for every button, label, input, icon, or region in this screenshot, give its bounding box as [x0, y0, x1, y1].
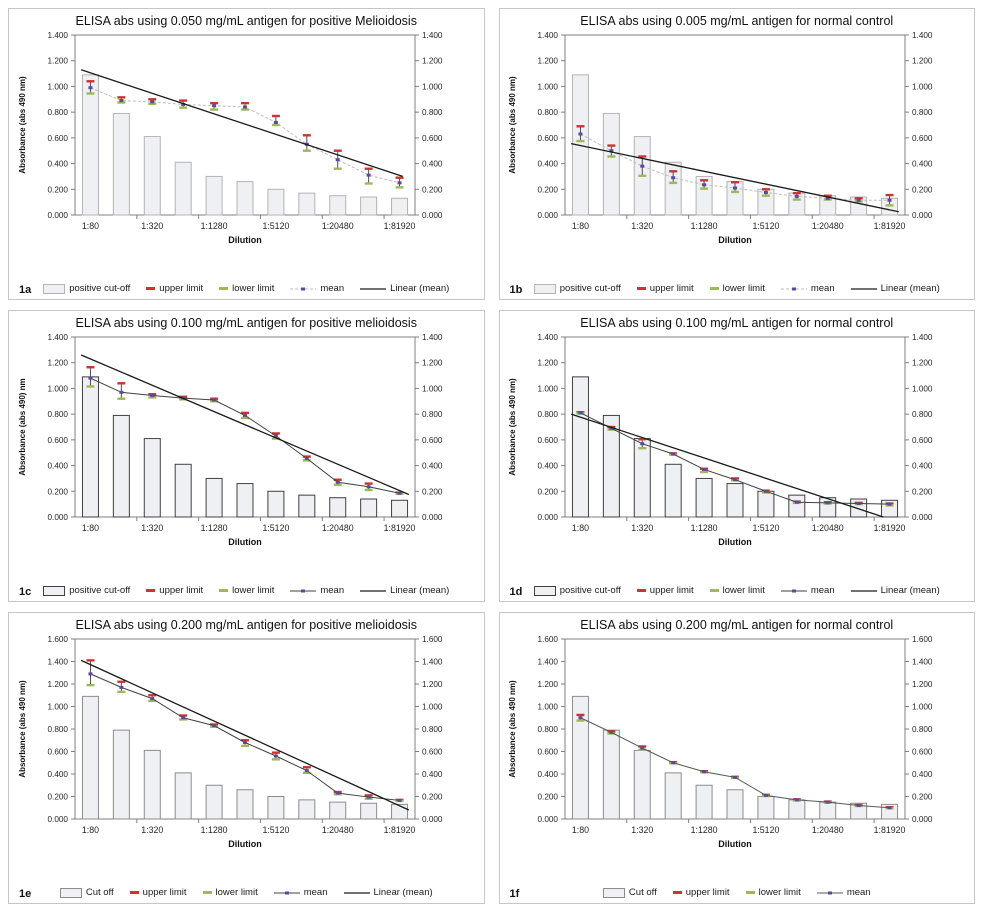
- svg-text:1.000: 1.000: [537, 82, 559, 92]
- svg-text:0.400: 0.400: [537, 461, 559, 471]
- legend-item-upper-limit: [146, 585, 203, 596]
- svg-text:1.200: 1.200: [537, 680, 559, 690]
- legend-label: lower limit: [722, 585, 765, 596]
- legend-label: Cut off: [628, 887, 657, 898]
- svg-text:0.000: 0.000: [47, 211, 68, 221]
- trend-line-icon: [360, 285, 386, 293]
- legend-label: lower limit: [722, 283, 765, 294]
- svg-text:1:20480: 1:20480: [812, 825, 844, 836]
- svg-text:Dilution: Dilution: [228, 235, 262, 246]
- svg-text:1:80: 1:80: [572, 825, 590, 836]
- svg-text:1.000: 1.000: [47, 82, 68, 92]
- svg-text:1:81920: 1:81920: [873, 523, 906, 534]
- svg-text:1.400: 1.400: [47, 333, 68, 343]
- svg-text:0.600: 0.600: [421, 747, 443, 757]
- svg-text:1.000: 1.000: [47, 384, 68, 394]
- trend-line-icon: [851, 587, 877, 595]
- upper-limit-dash-icon: [637, 589, 646, 592]
- legend-item-lower-limit: [219, 585, 274, 596]
- svg-text:0.200: 0.200: [47, 792, 68, 802]
- svg-text:0.800: 0.800: [421, 108, 443, 118]
- legend-item-linear-mean-: [344, 887, 433, 898]
- legend-label: Cut off: [85, 887, 114, 898]
- svg-text:0.200: 0.200: [912, 487, 933, 497]
- legend-label: Linear (mean): [390, 283, 450, 294]
- svg-text:0.600: 0.600: [421, 436, 443, 446]
- svg-text:0.600: 0.600: [537, 747, 559, 757]
- svg-text:Absorbance (abs 490 nm): Absorbance (abs 490 nm): [17, 680, 27, 778]
- svg-text:1:80: 1:80: [572, 221, 590, 232]
- legend-label: mean: [810, 585, 835, 596]
- legend-item-mean: [290, 283, 344, 294]
- legend-label: lower limit: [232, 283, 275, 294]
- svg-text:0.200: 0.200: [537, 185, 559, 195]
- svg-text:1.200: 1.200: [537, 56, 559, 66]
- mean-line-icon: [781, 587, 807, 595]
- svg-text:0.400: 0.400: [537, 770, 559, 780]
- svg-text:1.000: 1.000: [912, 384, 933, 394]
- svg-text:0.400: 0.400: [47, 461, 68, 471]
- legend-label: upper limit: [649, 585, 694, 596]
- svg-text:1.000: 1.000: [537, 702, 559, 712]
- bar-swatch-icon: [603, 888, 625, 898]
- chart-legend: [43, 585, 449, 596]
- svg-text:0.200: 0.200: [912, 185, 933, 195]
- lower-limit-dash-icon: [219, 589, 228, 592]
- svg-text:0.200: 0.200: [421, 487, 443, 497]
- elisa-chart-1c: [11, 331, 482, 567]
- svg-text:0.600: 0.600: [537, 436, 559, 446]
- svg-text:0.000: 0.000: [912, 211, 933, 221]
- mean-line-icon: [290, 587, 316, 595]
- svg-text:0.200: 0.200: [47, 487, 68, 497]
- legend-label: mean: [846, 887, 871, 898]
- bar-swatch-icon: [60, 888, 82, 898]
- svg-text:1:20480: 1:20480: [321, 825, 354, 836]
- svg-text:1:81920: 1:81920: [383, 523, 416, 534]
- legend-item-linear-mean-: [851, 283, 940, 294]
- svg-text:0.200: 0.200: [537, 792, 559, 802]
- upper-limit-dash-icon: [130, 891, 139, 894]
- legend-item-upper-limit: [637, 283, 694, 294]
- bar-swatch-icon: [534, 284, 556, 294]
- svg-text:0.200: 0.200: [421, 792, 443, 802]
- svg-text:0.800: 0.800: [912, 410, 933, 420]
- legend-item-mean: [781, 585, 835, 596]
- svg-text:1.200: 1.200: [421, 358, 443, 368]
- legend-label: Linear (mean): [373, 887, 433, 898]
- lower-limit-dash-icon: [203, 891, 212, 894]
- svg-text:1:1280: 1:1280: [690, 523, 718, 534]
- svg-text:0.000: 0.000: [47, 815, 68, 825]
- upper-limit-dash-icon: [673, 891, 682, 894]
- svg-text:0.600: 0.600: [912, 134, 933, 144]
- legend-item-upper-limit: [637, 585, 694, 596]
- svg-text:0.800: 0.800: [912, 725, 933, 735]
- svg-text:0.400: 0.400: [912, 461, 933, 471]
- svg-text:Absorbance (abs 490 nm): Absorbance (abs 490 nm): [508, 76, 518, 174]
- svg-text:1:20480: 1:20480: [321, 221, 354, 232]
- bar-swatch-icon: [534, 586, 556, 596]
- svg-text:1.200: 1.200: [912, 680, 933, 690]
- upper-limit-dash-icon: [637, 287, 646, 290]
- legend-item-lower-limit: [746, 887, 801, 898]
- svg-text:0.600: 0.600: [912, 436, 933, 446]
- chart-panel-1d: [499, 310, 976, 602]
- legend-item-positive-cut-off: [43, 585, 130, 596]
- legend-label: lower limit: [758, 887, 801, 898]
- svg-text:1:1280: 1:1280: [690, 825, 718, 836]
- svg-text:0.400: 0.400: [912, 159, 933, 169]
- svg-text:1.400: 1.400: [47, 31, 68, 41]
- svg-text:0.400: 0.400: [421, 461, 443, 471]
- svg-text:Absorbance (abs 490 nm): Absorbance (abs 490 nm): [17, 76, 27, 174]
- elisa-chart-1f: [501, 633, 972, 869]
- svg-text:0.800: 0.800: [421, 410, 443, 420]
- svg-text:1:1280: 1:1280: [690, 221, 718, 232]
- chart-title: ELISA abs using 0.100 mg/mL antigen for normal control: [580, 316, 894, 330]
- svg-text:1.400: 1.400: [421, 31, 443, 41]
- lower-limit-dash-icon: [710, 589, 719, 592]
- chart-legend: [603, 887, 871, 898]
- svg-text:0.800: 0.800: [537, 410, 559, 420]
- elisa-chart-1b: [501, 29, 972, 265]
- elisa-chart-1a: [11, 29, 482, 265]
- svg-text:Absorbance (abs 490 nm): Absorbance (abs 490 nm): [508, 680, 518, 778]
- svg-text:1.200: 1.200: [421, 56, 443, 66]
- svg-text:1.400: 1.400: [912, 657, 933, 667]
- svg-text:1.000: 1.000: [537, 384, 559, 394]
- svg-text:0.000: 0.000: [537, 211, 559, 221]
- svg-text:0.600: 0.600: [47, 747, 68, 757]
- chart-panel-1c: [8, 310, 485, 602]
- legend-item-mean: [274, 887, 328, 898]
- svg-text:0.800: 0.800: [47, 108, 68, 118]
- elisa-chart-1e: [11, 633, 482, 869]
- svg-text:1.200: 1.200: [47, 358, 68, 368]
- mean-line-icon: [274, 889, 300, 897]
- svg-text:1:320: 1:320: [631, 221, 654, 232]
- legend-item-cut-off: [603, 887, 657, 898]
- svg-text:1.400: 1.400: [912, 333, 933, 343]
- legend-label: upper limit: [685, 887, 730, 898]
- legend-label: upper limit: [142, 887, 187, 898]
- upper-limit-dash-icon: [146, 287, 155, 290]
- svg-text:1.000: 1.000: [421, 82, 443, 92]
- svg-text:1.400: 1.400: [47, 657, 68, 667]
- svg-text:1.600: 1.600: [912, 635, 933, 645]
- svg-text:1:20480: 1:20480: [321, 523, 354, 534]
- svg-text:1:5120: 1:5120: [262, 523, 290, 534]
- svg-text:1.200: 1.200: [47, 56, 68, 66]
- chart-legend: [43, 283, 449, 294]
- svg-text:1.400: 1.400: [421, 333, 443, 343]
- svg-text:Absorbance (abs 490 nm): Absorbance (abs 490 nm): [508, 378, 518, 476]
- panel-label: 1f: [509, 888, 520, 900]
- legend-item-mean: [781, 283, 835, 294]
- trend-line-icon: [344, 889, 370, 897]
- svg-text:0.400: 0.400: [421, 770, 443, 780]
- svg-text:1.000: 1.000: [47, 702, 68, 712]
- chart-title: ELISA abs using 0.200 mg/mL antigen for positive melioidosis: [75, 618, 417, 632]
- svg-text:1:81920: 1:81920: [873, 825, 906, 836]
- svg-text:0.000: 0.000: [912, 513, 933, 523]
- svg-text:0.000: 0.000: [537, 513, 559, 523]
- svg-text:1:80: 1:80: [81, 825, 99, 836]
- svg-text:1:320: 1:320: [631, 523, 654, 534]
- svg-text:0.200: 0.200: [421, 185, 443, 195]
- svg-text:0.800: 0.800: [537, 108, 559, 118]
- legend-item-linear-mean-: [360, 283, 449, 294]
- legend-label: positive cut-off: [69, 283, 131, 294]
- svg-text:1.200: 1.200: [912, 358, 933, 368]
- svg-text:1.400: 1.400: [421, 657, 443, 667]
- bar-swatch-icon: [43, 284, 65, 294]
- svg-text:0.800: 0.800: [912, 108, 933, 118]
- svg-text:0.800: 0.800: [421, 725, 443, 735]
- svg-text:0.200: 0.200: [47, 185, 68, 195]
- legend-item-positive-cut-off: [534, 283, 621, 294]
- chart-panel-1f: [499, 612, 976, 904]
- legend-label: positive cut-off: [559, 283, 621, 294]
- legend-item-positive-cut-off: [43, 283, 130, 294]
- svg-text:1.000: 1.000: [912, 702, 933, 712]
- legend-label: mean: [303, 887, 328, 898]
- svg-text:1:320: 1:320: [141, 221, 164, 232]
- legend-label: mean: [320, 585, 345, 596]
- legend-label: upper limit: [159, 283, 204, 294]
- svg-text:1.000: 1.000: [421, 384, 443, 394]
- svg-text:1.200: 1.200: [421, 680, 443, 690]
- svg-text:1:320: 1:320: [141, 523, 164, 534]
- elisa-chart-1d: [501, 331, 972, 567]
- svg-text:0.000: 0.000: [421, 815, 443, 825]
- svg-text:1.400: 1.400: [537, 31, 559, 41]
- panel-label: 1a: [19, 284, 32, 296]
- legend-label: upper limit: [649, 283, 694, 294]
- svg-text:1:1280: 1:1280: [200, 221, 228, 232]
- svg-text:1.400: 1.400: [537, 333, 559, 343]
- svg-text:1.400: 1.400: [912, 31, 933, 41]
- legend-label: lower limit: [215, 887, 258, 898]
- svg-text:0.200: 0.200: [912, 792, 933, 802]
- mean-line-icon: [290, 285, 316, 293]
- legend-item-lower-limit: [710, 585, 765, 596]
- svg-text:0.600: 0.600: [421, 134, 443, 144]
- legend-item-positive-cut-off: [534, 585, 621, 596]
- svg-text:1.200: 1.200: [537, 358, 559, 368]
- svg-text:Dilution: Dilution: [718, 537, 752, 548]
- legend-label: Linear (mean): [880, 585, 940, 596]
- svg-text:0.800: 0.800: [537, 725, 559, 735]
- legend-label: lower limit: [232, 585, 275, 596]
- svg-text:1:1280: 1:1280: [200, 825, 228, 836]
- svg-text:0.600: 0.600: [47, 134, 68, 144]
- chart-panel-1b: [499, 8, 976, 300]
- legend-label: mean: [320, 283, 345, 294]
- svg-text:1.600: 1.600: [47, 635, 68, 645]
- svg-text:0.600: 0.600: [912, 747, 933, 757]
- bar-swatch-icon: [43, 586, 65, 596]
- chart-legend: [534, 283, 940, 294]
- chart-title: ELISA abs using 0.005 mg/mL antigen for normal control: [580, 14, 894, 28]
- svg-text:1.000: 1.000: [912, 82, 933, 92]
- panel-label: 1b: [509, 284, 523, 296]
- svg-text:1:81920: 1:81920: [383, 825, 416, 836]
- legend-item-upper-limit: [130, 887, 187, 898]
- svg-text:1:5120: 1:5120: [262, 221, 290, 232]
- svg-text:Dilution: Dilution: [228, 839, 262, 850]
- chart-title: ELISA abs using 0.200 mg/mL antigen for normal control: [580, 618, 894, 632]
- legend-item-linear-mean-: [360, 585, 449, 596]
- svg-text:1:5120: 1:5120: [752, 825, 780, 836]
- trend-line-icon: [360, 587, 386, 595]
- svg-text:1:20480: 1:20480: [812, 221, 844, 232]
- svg-text:0.400: 0.400: [421, 159, 443, 169]
- svg-text:0.000: 0.000: [47, 513, 68, 523]
- legend-item-lower-limit: [203, 887, 258, 898]
- svg-text:1:20480: 1:20480: [812, 523, 844, 534]
- legend-label: Linear (mean): [390, 585, 450, 596]
- svg-text:1:5120: 1:5120: [262, 825, 290, 836]
- mean-line-icon: [781, 285, 807, 293]
- panel-label: 1d: [509, 586, 523, 598]
- svg-text:0.400: 0.400: [912, 770, 933, 780]
- panel-label: 1e: [19, 888, 32, 900]
- svg-text:0.600: 0.600: [47, 436, 68, 446]
- trend-line-icon: [851, 285, 877, 293]
- legend-item-mean: [817, 887, 871, 898]
- mean-line-icon: [817, 889, 843, 897]
- svg-text:0.000: 0.000: [421, 513, 443, 523]
- chart-legend: [534, 585, 940, 596]
- legend-label: mean: [810, 283, 835, 294]
- chart-title: ELISA abs using 0.100 mg/mL antigen for positive melioidosis: [75, 316, 417, 330]
- legend-label: positive cut-off: [69, 585, 131, 596]
- svg-text:0.000: 0.000: [537, 815, 559, 825]
- svg-text:0.800: 0.800: [47, 725, 68, 735]
- svg-text:0.200: 0.200: [537, 487, 559, 497]
- legend-item-lower-limit: [219, 283, 274, 294]
- lower-limit-dash-icon: [710, 287, 719, 290]
- svg-text:Dilution: Dilution: [718, 235, 752, 246]
- svg-text:1:5120: 1:5120: [752, 221, 780, 232]
- legend-item-lower-limit: [710, 283, 765, 294]
- svg-text:1:320: 1:320: [141, 825, 164, 836]
- svg-text:0.400: 0.400: [537, 159, 559, 169]
- svg-text:1.400: 1.400: [537, 657, 559, 667]
- lower-limit-dash-icon: [219, 287, 228, 290]
- svg-text:1.200: 1.200: [47, 680, 68, 690]
- chart-panel-1a: [8, 8, 485, 300]
- svg-text:1:80: 1:80: [81, 523, 99, 534]
- svg-text:1:80: 1:80: [81, 221, 99, 232]
- chart-legend: [60, 887, 433, 898]
- svg-text:Absorbance (abs 490) nm: Absorbance (abs 490) nm: [17, 378, 27, 476]
- chart-title: ELISA abs using 0.050 mg/mL antigen for positive Melioidosis: [75, 14, 417, 28]
- legend-label: positive cut-off: [559, 585, 621, 596]
- svg-text:0.800: 0.800: [47, 410, 68, 420]
- legend-item-linear-mean-: [851, 585, 940, 596]
- legend-item-cut-off: [60, 887, 114, 898]
- svg-text:1:81920: 1:81920: [873, 221, 906, 232]
- legend-label: Linear (mean): [880, 283, 940, 294]
- legend-item-upper-limit: [146, 283, 203, 294]
- svg-text:1:81920: 1:81920: [383, 221, 416, 232]
- panel-label: 1c: [19, 586, 32, 598]
- chart-panel-1e: [8, 612, 485, 904]
- svg-text:1.600: 1.600: [537, 635, 559, 645]
- svg-text:0.000: 0.000: [421, 211, 443, 221]
- svg-text:1.200: 1.200: [912, 56, 933, 66]
- lower-limit-dash-icon: [746, 891, 755, 894]
- legend-label: upper limit: [159, 585, 204, 596]
- svg-text:1:5120: 1:5120: [752, 523, 780, 534]
- svg-text:1:1280: 1:1280: [200, 523, 228, 534]
- svg-text:0.400: 0.400: [47, 770, 68, 780]
- svg-text:0.000: 0.000: [912, 815, 933, 825]
- svg-text:1.600: 1.600: [421, 635, 443, 645]
- svg-text:1:80: 1:80: [572, 523, 590, 534]
- svg-text:0.600: 0.600: [537, 134, 559, 144]
- svg-text:Dilution: Dilution: [228, 537, 262, 548]
- svg-text:Dilution: Dilution: [718, 839, 752, 850]
- svg-text:1:320: 1:320: [631, 825, 654, 836]
- upper-limit-dash-icon: [146, 589, 155, 592]
- svg-text:0.400: 0.400: [47, 159, 68, 169]
- legend-item-mean: [290, 585, 344, 596]
- svg-text:1.000: 1.000: [421, 702, 443, 712]
- legend-item-upper-limit: [673, 887, 730, 898]
